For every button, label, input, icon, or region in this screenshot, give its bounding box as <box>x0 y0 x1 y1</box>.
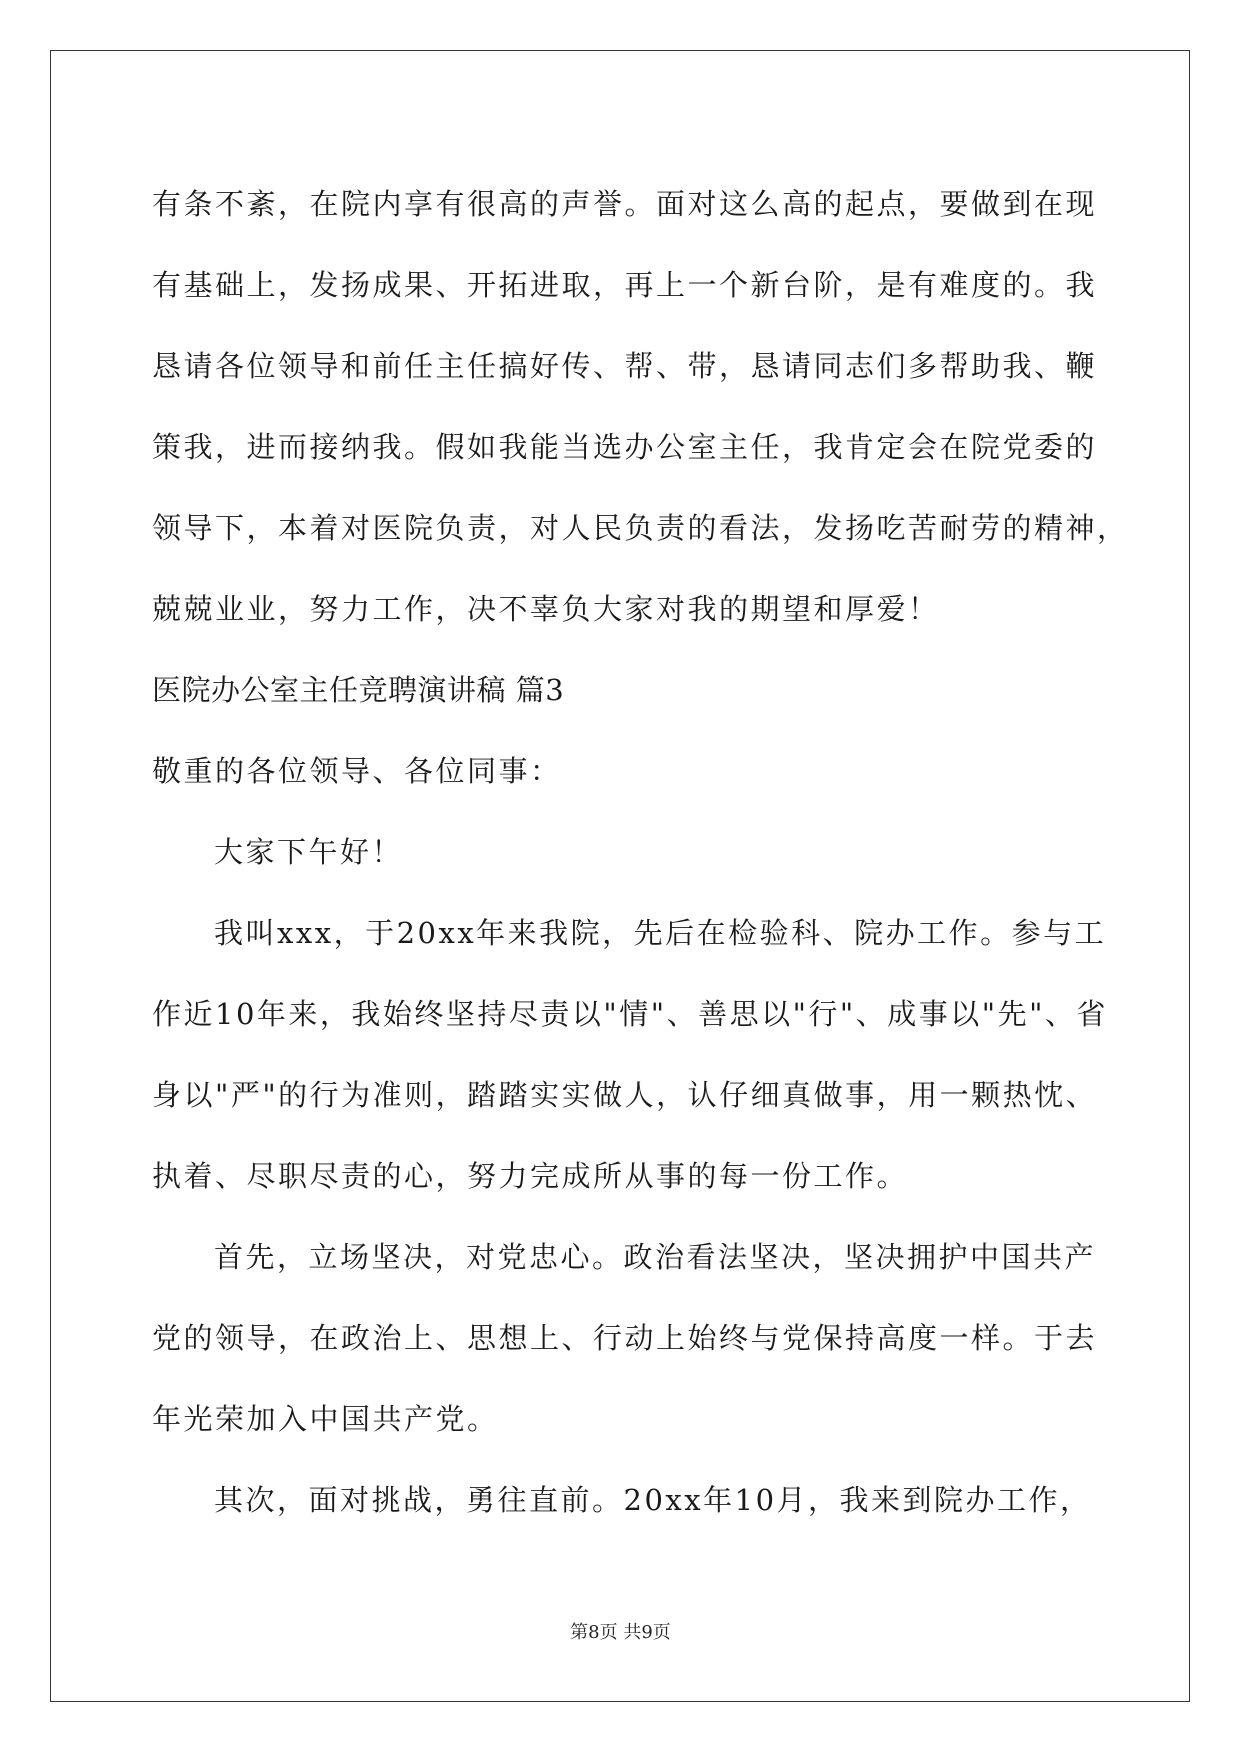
text-line: 兢兢业业，努力工作，决不辜负大家对我的期望和厚爱！ <box>152 592 940 626</box>
text-line: 执着、尽职尽责的心，努力完成所从事的每一份工作。 <box>152 1159 909 1193</box>
text-line: 作近10年来，我始终坚持尽责以"情"、善思以"行"、成事以"先"、省 <box>152 997 1108 1031</box>
text-line: 党的领导，在政治上、思想上、行动上始终与党保持高度一样。于去 <box>152 1321 1098 1355</box>
text-line: 有基础上，发扬成果、开拓进取，再上一个新台阶，是有难度的。我 <box>152 268 1098 302</box>
section-heading: 医院办公室主任竞聘演讲稿 篇3 <box>152 673 565 707</box>
text-line: 有条不紊，在院内享有很高的声誉。面对这么高的起点，要做到在现 <box>152 187 1098 221</box>
text-line: 恳请各位领导和前任主任搞好传、帮、带，恳请同志们多帮助我、鞭 <box>152 349 1098 383</box>
document-body <box>152 164 1129 1541</box>
greeting: 大家下午好！ <box>214 835 404 869</box>
salutation: 敬重的各位领导、各位同事： <box>152 754 562 788</box>
page-number: 第8页 共9页 <box>570 1622 671 1643</box>
text-line: 首先，立场坚决，对党忠心。政治看法坚决，坚决拥护中国共产 <box>214 1240 1097 1274</box>
text-line: 其次，面对挑战，勇往直前。20xx年10月，我来到院办工作， <box>214 1483 1092 1517</box>
text-line: 身以"严"的行为准则，踏踏实实做人，认仔细真做事，用一颗热忱、 <box>152 1078 1098 1112</box>
text-line: 策我，进而接纳我。假如我能当选办公室主任，我肯定会在院党委的 <box>152 430 1098 464</box>
text-line: 我叫xxx，于20xx年来我院，先后在检验科、院办工作。参与工 <box>214 916 1107 950</box>
text-line: 领导下，本着对医院负责，对人民负责的看法，发扬吃苦耐劳的精神， <box>152 511 1129 545</box>
text-line: 年光荣加入中国共产党。 <box>152 1402 499 1436</box>
